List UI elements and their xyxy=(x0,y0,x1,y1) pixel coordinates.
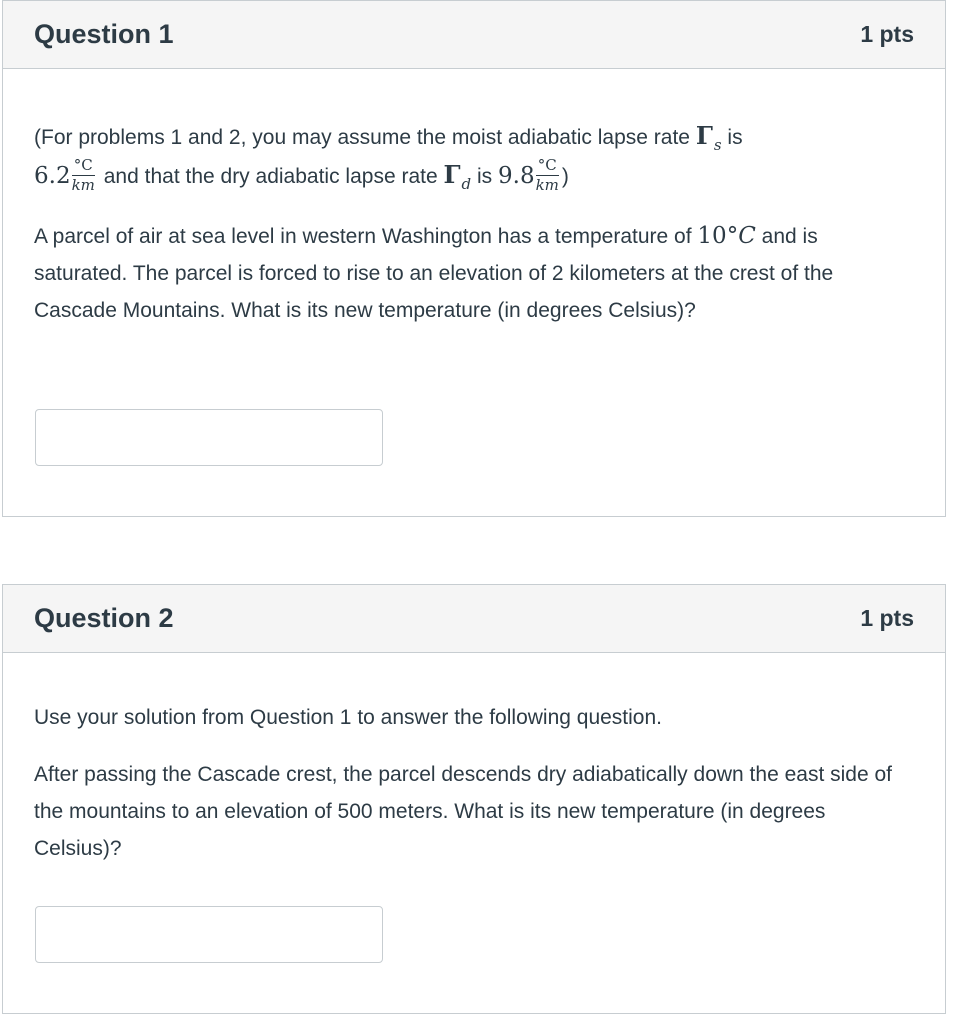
gamma-s-symbol: Γ xyxy=(695,121,713,150)
gamma-d-symbol: Γ xyxy=(443,160,461,189)
question-2-title: Question 2 xyxy=(34,603,174,633)
intro-is-2: is xyxy=(476,165,493,188)
question-2-text-2: After passing the Cascade crest, the parcel descends dry adiabatically down the east side of the mountains to an elevation of 500 meters. What is its new temperature (in degrees Celsius)? xyxy=(34,763,892,860)
moist-lapse-value: 6.2 xyxy=(34,163,71,189)
dry-unit-denominator: km xyxy=(535,175,559,194)
intro-mid: and that the dry adiabatic lapse rate xyxy=(103,165,438,188)
question-1-header xyxy=(3,1,945,69)
question-1-card xyxy=(2,0,946,517)
question-1-text-before-temp: A parcel of air at sea level in western Washington has a temperature of xyxy=(34,225,692,248)
question-1-title: Question 1 xyxy=(34,19,174,49)
dry-lapse-unit xyxy=(536,157,559,194)
gamma-d-subscript: d xyxy=(461,175,472,193)
intro-is-1: is xyxy=(727,126,743,149)
gamma-s-subscript: s xyxy=(713,136,722,154)
question-2-answer-input[interactable] xyxy=(35,906,383,963)
question-1-body xyxy=(3,118,945,329)
moist-unit-denominator: km xyxy=(71,175,95,194)
intro-prefix: (For problems 1 and 2, you may assume the moist adiabatic lapse rate xyxy=(34,126,690,149)
temperature-unit: C xyxy=(738,223,756,249)
question-1-text xyxy=(34,218,914,329)
dry-lapse-value: 9.8 xyxy=(498,163,535,189)
intro-suffix: ) xyxy=(561,165,569,188)
question-1-text-after-temp: and is saturated. The parcel is forced to rise to an elevation of 2 kilometers at the crest of the Cascade Mountains. What is its new temperature (in degrees Celsius)? xyxy=(34,225,834,322)
temperature-value: 10° xyxy=(697,223,739,249)
question-2-points: 1 pts xyxy=(860,605,914,631)
question-1-intro xyxy=(34,118,914,196)
moist-lapse-unit xyxy=(72,157,95,194)
question-1-points: 1 pts xyxy=(860,21,914,47)
question-2-text-1: Use your solution from Question 1 to answer the following question. xyxy=(34,706,663,729)
question-1-answer-input[interactable] xyxy=(35,409,383,466)
moist-unit-numerator: °C xyxy=(72,157,95,176)
dry-unit-numerator: °C xyxy=(536,157,559,176)
question-2-header xyxy=(3,585,945,653)
question-2-card xyxy=(2,584,946,1014)
question-2-body xyxy=(3,699,945,867)
